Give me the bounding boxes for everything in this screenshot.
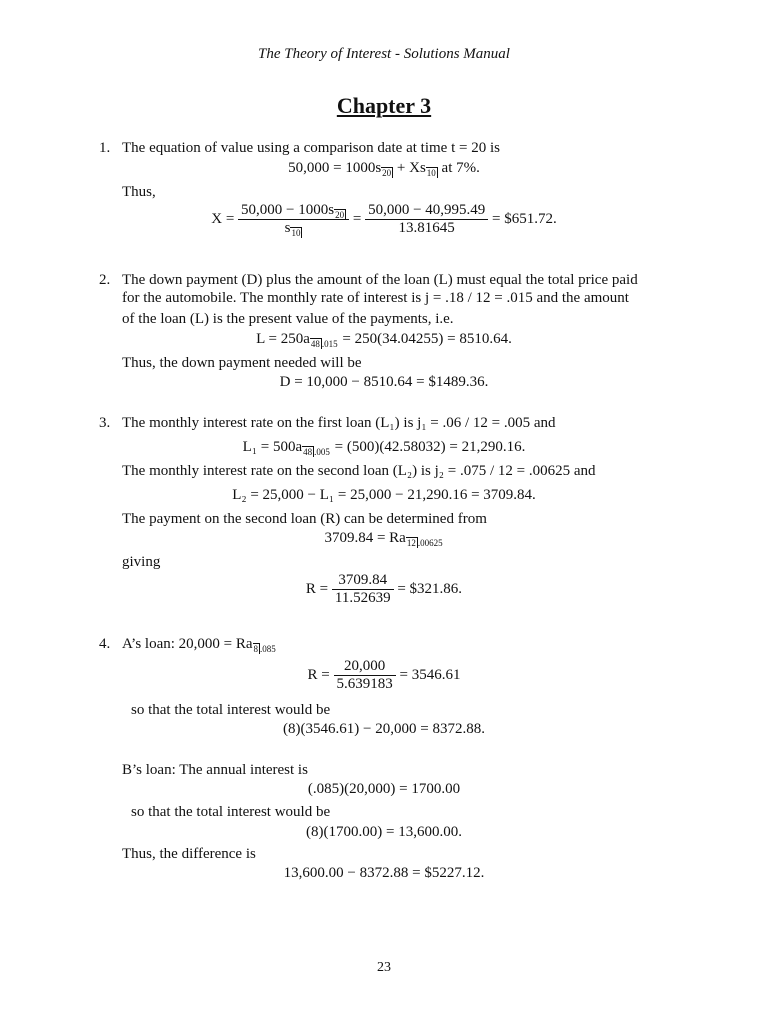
equation: (8)(3546.61) − 20,000 = 8372.88.: [283, 721, 485, 737]
problem-number: 4.: [99, 636, 111, 652]
problem-text: giving: [122, 554, 161, 570]
equation: D = 10,000 − 8510.64 = $1489.36.: [279, 374, 489, 390]
equation: L₂ = 25,000 − L₁ = 25,000 − 21,290.16 = 3709.84.: [232, 487, 536, 503]
problem-text: The down payment (D) plus the amount of the loan (L) must equal the total price paid: [122, 272, 638, 288]
problem-text: of the loan (L) is the present value of the payments, i.e.: [122, 311, 454, 327]
equation: $L = 250a_{48}$ $_{.015}$ = 250(34.04255) = 8510.64.: [256, 331, 512, 349]
problem-text: The monthly interest rate on the first loan (L₁) is j₁ = .06 / 12 = .005 and: [122, 415, 556, 431]
fraction-equation: R = $\frac{3709.84}{11.52639}$ = $321.86.: [305, 572, 463, 606]
problem-text: The payment on the second loan (R) can be determined from: [122, 511, 487, 527]
problem-text: so that the total interest would be: [131, 804, 331, 820]
fraction-equation: R = $\frac{20,000}{5.639183}$ = 3546.61: [307, 658, 461, 692]
equation: (.085)(20,000) = 1700.00: [307, 781, 461, 797]
problem-number: 2.: [99, 272, 111, 288]
problem-number: 1.: [99, 140, 111, 156]
problem-text: The monthly interest rate on the second loan (L₂) is j₂ = .075 / 12 = .00625 and: [122, 463, 596, 479]
page-number: 23: [377, 960, 391, 975]
equation: 13,600.00 − 8372.88 = $5227.12.: [283, 865, 485, 881]
equation: $50,000 = 1000s_{20} + Xs_{10}$ at 7%.: [288, 160, 480, 178]
problem-text: for the automobile. The monthly rate of interest is j = .18 / 12 = .015 and the amount: [122, 290, 629, 306]
problem-text: Thus, the difference is: [122, 846, 256, 862]
problem-text: A’s loan: $20,000 = Ra_8$ $_{.085}$: [122, 636, 276, 654]
equation: $3709.84 = Ra_{12}$ $_{.00625}$: [324, 530, 443, 548]
problem-text: B’s loan: The annual interest is: [122, 762, 308, 778]
problem-number: 3.: [99, 415, 111, 431]
fraction-equation: X = $\frac{50,000 - 1000s_{20}}{s_{10}}$ = $\frac{50,000 - 40,995.49}{13.81645}$ = $651.72.: [211, 202, 557, 238]
problem-text: so that the total interest would be: [131, 702, 331, 718]
running-header: The Theory of Interest - Solutions Manual: [258, 46, 510, 62]
problem-text: Thus,: [122, 184, 156, 200]
equation: (8)(1700.00) = 13,600.00.: [306, 824, 462, 840]
problem-text: The equation of value using a comparison date at time t = 20 is: [122, 140, 500, 156]
problem-text: Thus, the down payment needed will be: [122, 355, 362, 371]
equation: $L_1 = 500a_{48}$ $_{.005}$ = (500)(42.58032) = 21,290.16.: [242, 439, 526, 457]
chapter-title: Chapter 3: [336, 93, 432, 118]
